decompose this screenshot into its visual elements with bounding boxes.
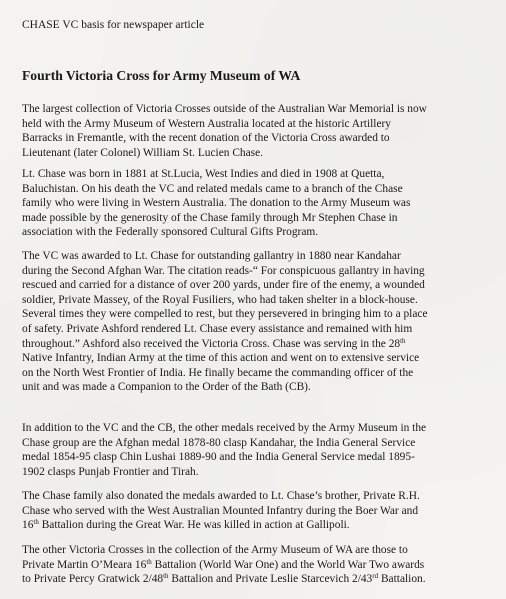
superscript: th <box>163 572 169 581</box>
text-line <box>22 366 500 381</box>
text-line <box>22 518 500 533</box>
text-line <box>22 293 500 308</box>
text-line <box>22 558 500 573</box>
text-segment: Several times they were compelled to rest, but they persevered in bringing him to a place <box>22 308 428 321</box>
paragraph-3 <box>22 249 500 395</box>
text-segment: Baluchistan. On his death the VC and related medals came to a branch of the Chase <box>22 182 403 195</box>
text-line <box>22 421 500 436</box>
text-segment: Barracks in Fremantle, with the recent donation of the Victoria Cross awarded to <box>22 132 390 145</box>
text-line <box>22 102 500 117</box>
header-note: CHASE VC basis for newspaper article <box>22 19 205 31</box>
text-segment: throughout.” Ashford also received the Victoria Cross. Chase was serving in the 28 <box>22 337 401 350</box>
text-line <box>22 543 500 558</box>
text-segment: association with the Federally sponsored Cultural Gifts Program. <box>22 226 319 239</box>
text-line <box>22 167 500 182</box>
text-line <box>22 182 500 197</box>
text-segment: The other Victoria Crosses in the collection of the Army Museum of WA are those to <box>22 544 408 556</box>
paragraph-6 <box>22 543 500 587</box>
paragraph-1 <box>22 102 500 160</box>
text-segment: 16 <box>22 519 34 532</box>
superscript: rd <box>372 572 379 581</box>
text-segment: rescued and carried for a distance of over 200 yards, under fire of the enemy, a wounded <box>22 279 425 292</box>
text-line <box>22 278 500 293</box>
text-segment: The largest collection of Victoria Crosses outside of the Australian War Memorial is now <box>22 103 427 115</box>
paragraph-4 <box>22 421 500 479</box>
text-line <box>22 307 500 322</box>
text-line <box>22 146 500 161</box>
text-segment: made possible by the generosity of the Chase family through Mr Stephen Chase in <box>22 211 398 224</box>
text-segment: In addition to the VC and the CB, the other medals received by the Army Museum in the <box>22 422 427 434</box>
text-segment: family who were living in Western Australia. The donation to the Army Museum was <box>22 197 411 210</box>
text-line <box>22 572 500 587</box>
text-segment: of safety. Private Ashford rendered Lt. Chase every assistance and remained with him <box>22 322 413 335</box>
text-line <box>22 450 500 465</box>
text-line <box>22 322 500 337</box>
superscript: th <box>33 518 39 527</box>
text-line <box>22 264 500 279</box>
text-segment: 1902 clasps Punjab Frontier and Tirah. <box>22 465 199 478</box>
text-segment: held with the Army Museum of Western Australia located at the historic Artillery <box>22 117 391 130</box>
text-segment: The Chase family also donated the medals awarded to Lt. Chase’s brother, Private R.H. <box>22 490 420 502</box>
text-line <box>22 225 500 240</box>
text-line <box>22 436 500 451</box>
text-segment: Private Martin O’Meara 16 <box>22 558 147 571</box>
text-segment: Battalion during the Great War. He was killed in action at Gallipoli. <box>38 519 350 532</box>
superscript: th <box>400 336 406 345</box>
text-segment: during the Second Afghan War. The citation reads-“ For conspicuous gallantry in having <box>22 264 425 277</box>
text-segment: soldier, Private Massey, of the Royal Fusiliers, who had taken shelter in a block-house. <box>22 293 418 306</box>
text-segment: Native Infantry, Indian Army at the time of this action and went on to extensive service <box>22 352 420 365</box>
text-line <box>22 249 500 264</box>
text-line <box>22 131 500 146</box>
text-segment: Lt. Chase was born in 1881 at St.Lucia, West Indies and died in 1908 at Quetta, <box>22 168 385 180</box>
text-segment: Battalion and Private Leslie Starcevich 2/43 <box>168 573 373 586</box>
text-segment: The VC was awarded to Lt. Chase for outstanding gallantry in 1880 near Kandahar <box>22 250 401 262</box>
text-line <box>22 380 500 395</box>
text-segment: medal 1854-95 clasp Chin Lushai 1889-90 and the India General Service medal 1895- <box>22 451 415 464</box>
text-line <box>22 351 500 366</box>
text-segment: Chase who served with the West Australian Mounted Infantry during the Boer War and <box>22 504 419 517</box>
text-line <box>22 211 500 226</box>
text-line <box>22 465 500 480</box>
paragraph-2 <box>22 167 500 240</box>
text-segment: Battalion. <box>378 573 426 586</box>
text-line <box>22 489 500 504</box>
text-segment: unit and was made a Companion to the Order of the Bath (CB). <box>22 381 311 394</box>
paragraph-5 <box>22 489 500 533</box>
text-line <box>22 504 500 519</box>
superscript: th <box>146 557 152 566</box>
text-line <box>22 337 500 352</box>
text-segment: Battalion (World War One) and the World War Two awards <box>151 558 425 571</box>
text-line <box>22 196 500 211</box>
text-segment: on the North West Frontier of India. He finally became the commanding officer of the <box>22 366 414 379</box>
text-line <box>22 117 500 132</box>
text-segment: Lieutenant (later Colonel) William St. Lucien Chase. <box>22 146 263 159</box>
article-title: Fourth Victoria Cross for Army Museum of WA <box>22 68 301 83</box>
text-segment: Chase group are the Afghan medal 1878-80 clasp Kandahar, the India General Service <box>22 436 416 449</box>
text-segment: to Private Percy Gratwick 2/48 <box>22 573 164 586</box>
